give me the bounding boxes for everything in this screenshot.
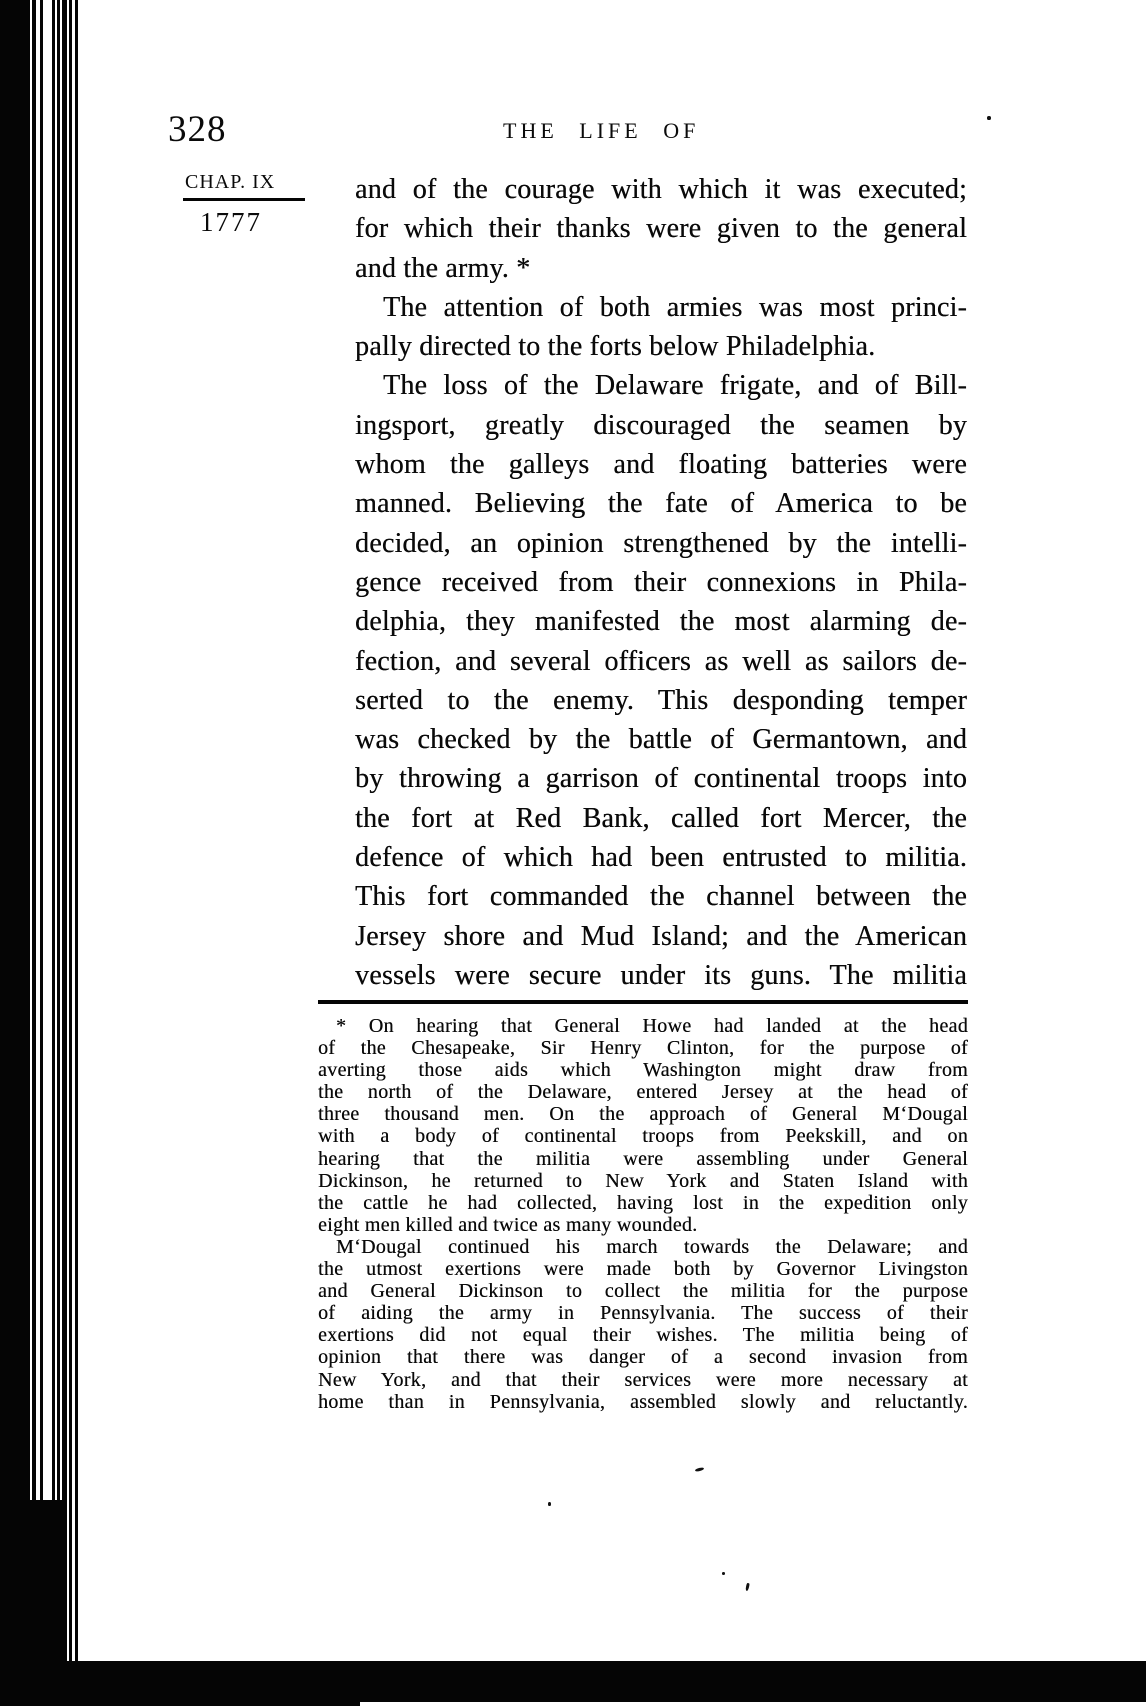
body-text-line: defence of which had been entrusted to militia.	[355, 842, 967, 874]
scan-bottom-corner	[0, 1700, 360, 1706]
footnote-separator-rule	[318, 1000, 968, 1004]
scan-speck	[695, 1467, 704, 1472]
footnote-line: averting those aids which Washington might draw from	[318, 1059, 968, 1082]
footnote-line: eight men killed and twice as many wounded.	[318, 1213, 698, 1236]
body-text-line: whom the galleys and floating batteries were	[355, 449, 967, 481]
body-text-line: by throwing a garrison of continental troops into	[355, 763, 967, 795]
footnote-line: Dickinson, he returned to New York and Staten Island with	[318, 1169, 968, 1192]
body-text-line: gence received from their connexions in Phila-	[355, 566, 967, 598]
footnote-line: of aiding the army in Pennsylvania. The success of their	[318, 1302, 968, 1325]
body-text-line: pally directed to the forts below Philadelphia.	[355, 331, 876, 363]
margin-year-note: 1777	[200, 207, 262, 237]
scan-gutter-stripe	[57, 0, 60, 1706]
footnote-line: New York, and that their services were more necessary at	[318, 1368, 968, 1391]
body-text-line: The attention of both armies was most princi-	[383, 291, 967, 323]
footnote-line: the north of the Delaware, entered Jersey at the head of	[318, 1081, 968, 1104]
footnote-line: three thousand men. On the approach of General M‘Dougal	[318, 1103, 968, 1126]
body-text-line: Jersey shore and Mud Island; and the American	[355, 920, 967, 952]
body-text	[355, 170, 967, 995]
body-text-line: the fort at Red Bank, called fort Mercer, the	[355, 802, 967, 834]
scan-speck	[722, 1572, 725, 1575]
footnote-line: hearing that the militia were assembling under General	[318, 1147, 968, 1170]
page-number: 328	[168, 109, 227, 150]
scan-speck	[548, 1502, 551, 1506]
scan-gutter-band	[0, 0, 30, 1706]
margin-chapter-note: CHAP. IX	[185, 171, 276, 193]
body-text-line: This fort commanded the channel between the	[355, 881, 967, 913]
running-header: THE LIFE OF	[503, 118, 700, 143]
footnote-line: opinion that there was danger of a second invasion from	[318, 1346, 968, 1369]
scan-gutter-stripe	[32, 0, 36, 1706]
footnote-line: with a body of continental troops from Peekskill, and on	[318, 1125, 968, 1148]
body-text-line: fection, and several officers as well as sailors de-	[355, 645, 967, 677]
body-text-line: was checked by the battle of Germantown, and	[355, 724, 967, 756]
scan-gutter-stripe	[52, 0, 55, 1706]
footnote-line: of the Chesapeake, Sir Henry Clinton, for the purpose of	[318, 1037, 968, 1060]
scan-gutter-stripe	[40, 0, 43, 1706]
margin-note-rule	[183, 198, 305, 201]
body-text-line: decided, an opinion strengthened by the intelli-	[355, 527, 967, 559]
body-text-line: manned. Believing the fate of America to be	[355, 488, 967, 520]
body-text-line: for which their thanks were given to the general	[355, 213, 967, 245]
body-text-line: vessels were secure under its guns. The militia	[355, 959, 967, 991]
scan-speck	[745, 1583, 750, 1591]
body-text-line: The loss of the Delaware frigate, and of Bill-	[383, 370, 967, 402]
body-text-line: delphia, they manifested the most alarming de-	[355, 606, 967, 638]
scan-speck	[987, 116, 991, 120]
footnote-line: the cattle he had collected, having lost in the expedition only	[318, 1191, 968, 1214]
body-text-line: and of the courage with which it was executed;	[355, 174, 967, 205]
footnote-line: and General Dickinson to collect the militia for the purpose	[318, 1280, 968, 1303]
footnote-line: exertions did not equal their wishes. The militia being of	[318, 1324, 968, 1347]
footnote-line: * On hearing that General Howe had landed at the head	[336, 1015, 968, 1037]
scan-gutter-stripe	[62, 0, 67, 1706]
footnote-line: M‘Dougal continued his march towards the Delaware; and	[336, 1235, 968, 1258]
body-text-line: serted to the enemy. This desponding temper	[355, 684, 967, 716]
body-text-line: ingsport, greatly discouraged the seamen by	[355, 409, 967, 441]
footnote-line: home than in Pennsylvania, assembled slowly and reluctantly.	[318, 1390, 968, 1413]
footnote-line: the utmost exertions were made both by Governor Livingston	[318, 1258, 968, 1281]
footnote-text	[318, 1015, 968, 1413]
scan-gutter-stripe	[75, 0, 78, 1706]
scan-gutter-stripe	[69, 0, 72, 1706]
scan-bottom-edge-bar	[0, 1661, 1146, 1702]
body-text-line: and the army. *	[355, 252, 531, 284]
